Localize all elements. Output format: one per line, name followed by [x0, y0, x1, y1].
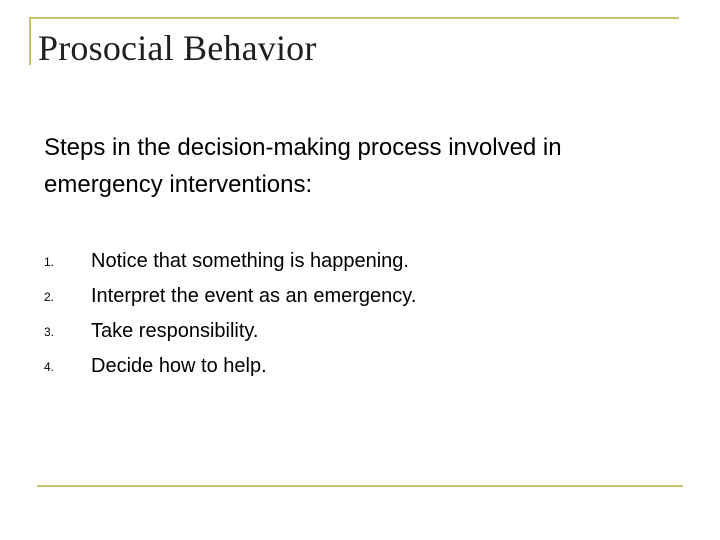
intro-text — [44, 129, 684, 203]
step-text: Decide how to help. — [91, 355, 267, 377]
title-rule-top — [29, 17, 679, 19]
step-text: Take responsibility. — [91, 320, 259, 342]
step-number: 4. — [44, 360, 55, 374]
step-number: 2. — [44, 290, 55, 304]
step-number: 1. — [44, 255, 55, 269]
title-rule-left — [29, 17, 31, 65]
step-text: Notice that something is happening. — [91, 250, 409, 272]
slide-title: Prosocial Behavior — [38, 28, 317, 68]
step-number: 3. — [44, 325, 55, 339]
bottom-rule — [37, 485, 683, 487]
intro-line-1: Steps in the decision-making process involved in — [44, 134, 562, 161]
step-text: Interpret the event as an emergency. — [91, 285, 417, 307]
intro-line-2: emergency interventions: — [44, 171, 313, 198]
